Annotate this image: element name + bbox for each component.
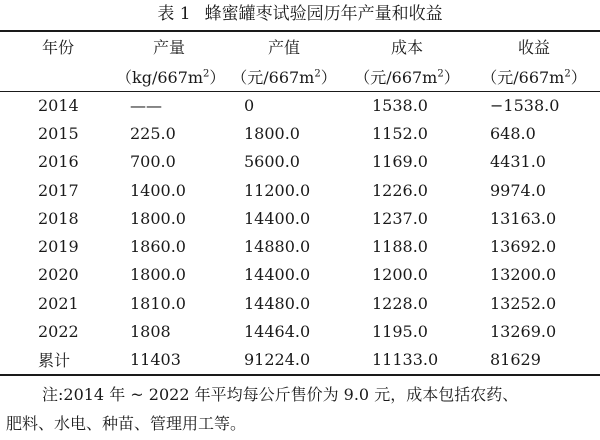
note-line-2: 肥料、水电、种苗、管理用工等。	[6, 414, 247, 433]
cell-profit: 13692.0	[490, 237, 557, 257]
cell-year: 累计	[38, 351, 71, 371]
table-number: 表 1	[157, 4, 191, 24]
header-year: 年份	[41, 38, 74, 57]
cell-yield: 1800.0	[130, 265, 186, 285]
table-row	[0, 119, 600, 147]
cell-year: 2021	[38, 293, 79, 313]
cell-cost: 1538.0	[372, 95, 428, 115]
cell-yield: 700.0	[130, 152, 176, 172]
cell-year: 2018	[38, 208, 79, 228]
cell-year: 2022	[38, 322, 79, 342]
table-row	[0, 261, 600, 289]
unit-year-empty	[0, 61, 116, 91]
cell-profit: 13200.0	[490, 265, 557, 285]
cell-output-value: 11200.0	[244, 180, 311, 200]
cell-yield: 11403	[130, 350, 181, 370]
unit-row	[0, 61, 600, 91]
cell-profit: 4431.0	[490, 152, 546, 172]
table-row	[0, 176, 600, 204]
cell-output-value: 1800.0	[244, 123, 300, 143]
cell-profit: −1538.0	[490, 95, 560, 115]
table-title: 蜂蜜罐枣试验园历年产量和收益	[204, 4, 443, 24]
table-row	[0, 232, 600, 260]
cell-cost: 1188.0	[372, 237, 428, 257]
cell-output-value: 14400.0	[244, 208, 311, 228]
table-row	[0, 289, 600, 317]
cell-output-value: 5600.0	[244, 152, 300, 172]
cell-yield: 1808	[130, 322, 171, 342]
table-row	[0, 91, 600, 119]
table-row	[0, 317, 600, 345]
cell-output-value: 14480.0	[244, 293, 311, 313]
cell-year: 2014	[38, 95, 79, 115]
table-caption	[0, 2, 600, 26]
note-line-1: 注:2014 年 ~ 2022 年平均每公斤售价为 9.0 元，成本包括农药、	[42, 385, 519, 404]
cell-profit: 9974.0	[490, 180, 546, 200]
cell-output-value: 14464.0	[244, 322, 311, 342]
unit-cost: （元$/667m^2$）	[354, 67, 460, 87]
cell-output-value: 0	[244, 95, 255, 115]
cell-output-value: 14880.0	[244, 237, 311, 257]
cell-cost: 1195.0	[372, 322, 428, 342]
unit-output-value: （元$/667m^2$）	[231, 67, 337, 87]
bottom-rule	[0, 374, 600, 376]
cell-yield: ——	[130, 95, 162, 115]
cell-year: 2020	[38, 265, 79, 285]
cell-output-value: 14400.0	[244, 265, 311, 285]
table-row	[0, 204, 600, 232]
cell-yield: 1800.0	[130, 208, 186, 228]
yield-table	[0, 32, 600, 374]
cell-profit: 13252.0	[490, 293, 557, 313]
unit-yield: $(kg/667m^2)$	[116, 67, 226, 87]
cell-cost: 1200.0	[372, 265, 428, 285]
cell-cost: 1226.0	[372, 180, 428, 200]
cell-profit: 81629	[490, 350, 541, 370]
cell-year: 2016	[38, 152, 79, 172]
cell-cost: 1228.0	[372, 293, 428, 313]
cell-cost: 1169.0	[372, 152, 428, 172]
table-row	[0, 346, 600, 374]
table-row	[0, 148, 600, 176]
cell-profit: 13269.0	[490, 322, 557, 342]
cell-yield: 225.0	[130, 123, 176, 143]
unit-profit: （元$/667m^2$）	[481, 67, 587, 87]
cell-output-value: 91224.0	[244, 350, 311, 370]
header-row	[0, 32, 600, 61]
cell-profit: 13163.0	[490, 208, 557, 228]
cell-year: 2015	[38, 123, 79, 143]
table-note	[6, 380, 592, 438]
header-cost: 成本	[390, 38, 423, 57]
cell-cost: 1152.0	[372, 123, 428, 143]
cell-profit: 648.0	[490, 123, 536, 143]
cell-cost: 1237.0	[372, 208, 428, 228]
cell-cost: 11133.0	[372, 350, 439, 370]
cell-yield: 1810.0	[130, 293, 186, 313]
cell-yield: 1400.0	[130, 180, 186, 200]
cell-yield: 1860.0	[130, 237, 186, 257]
cell-year: 2019	[38, 237, 79, 257]
header-profit: 收益	[517, 38, 550, 57]
header-yield: 产量	[152, 38, 185, 57]
header-output-value: 产值	[267, 38, 300, 57]
cell-year: 2017	[38, 180, 79, 200]
